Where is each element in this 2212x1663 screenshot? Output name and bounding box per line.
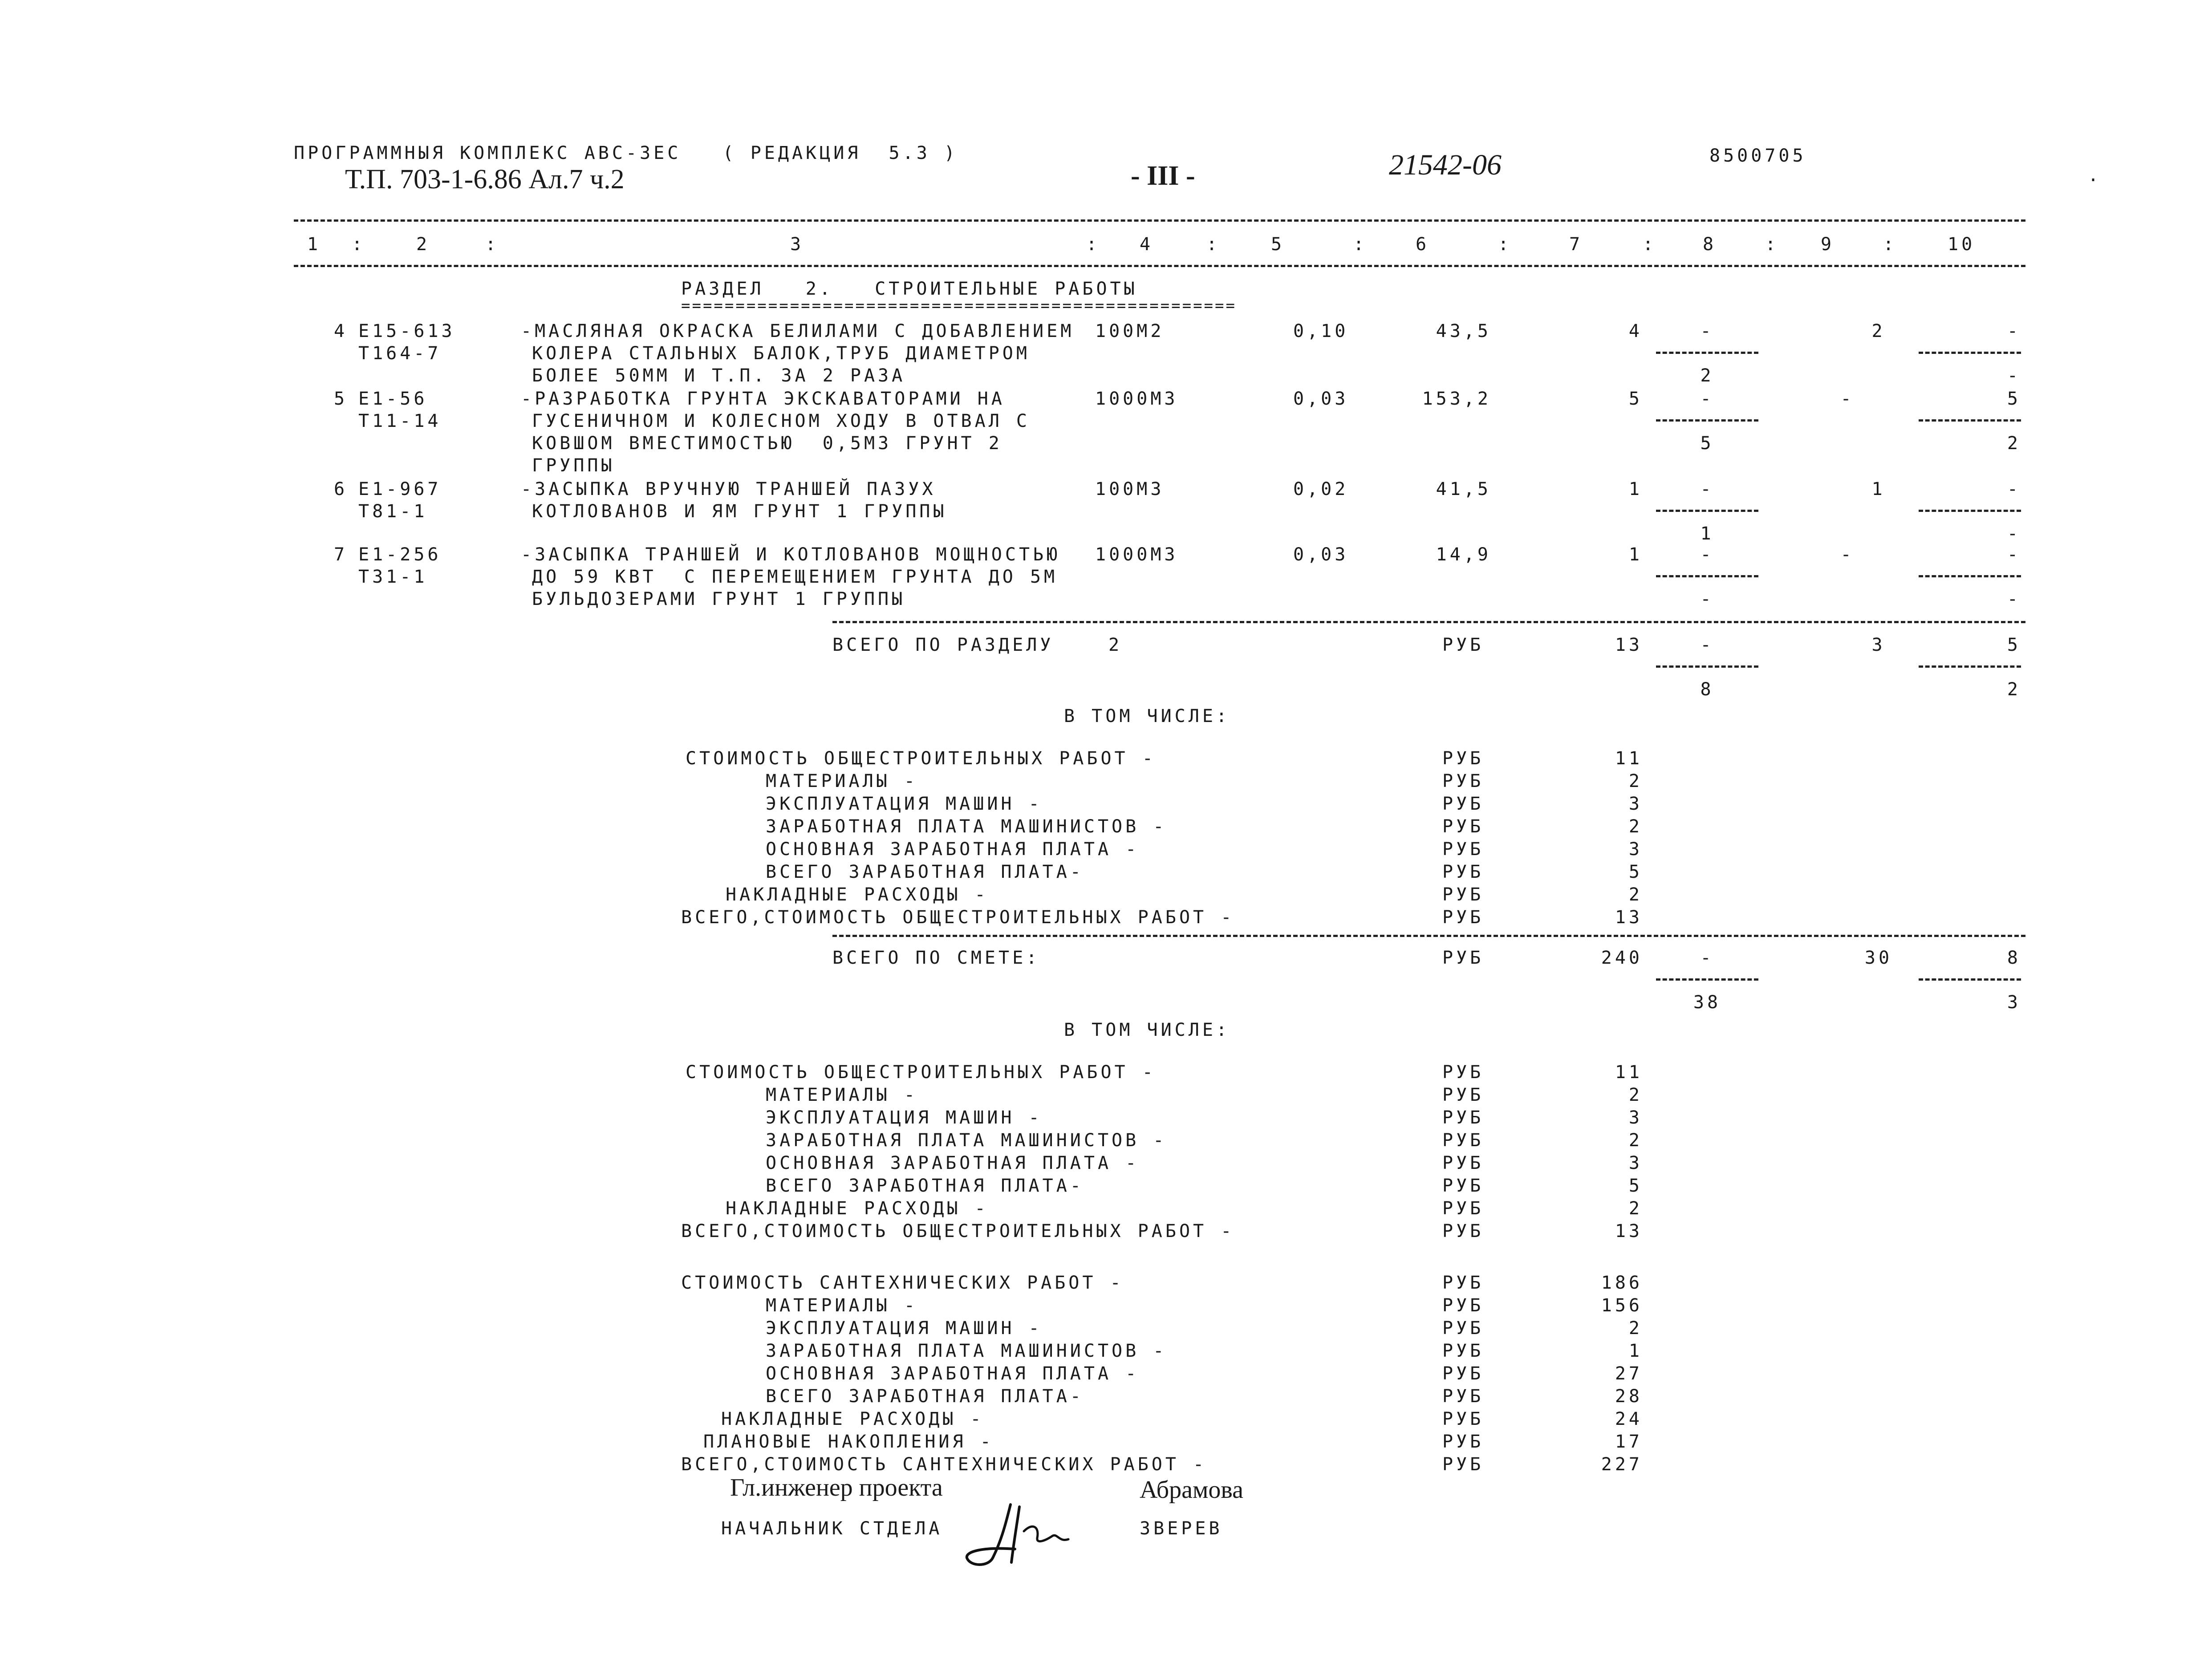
breakdown-currency: РУБ <box>1442 1085 1484 1105</box>
col-8-header: 8 <box>1703 234 1717 255</box>
breakdown-label: НАКЛАДНЫЕ РАСХОДЫ - <box>726 1198 989 1219</box>
col10-divider <box>1919 352 2021 354</box>
breakdown-label: СТОИМОСТЬ САНТЕХНИЧЕСКИХ РАБОТ - <box>681 1273 1124 1293</box>
margin-mark: . <box>2088 165 2102 186</box>
department-head-name: ЗВЕРЕВ <box>1140 1518 1223 1539</box>
breakdown-value: 5 <box>1628 1176 1643 1196</box>
item-col10-bottom: - <box>2007 365 2021 386</box>
breakdown-value: 2 <box>1628 1318 1643 1339</box>
breakdown-currency: РУБ <box>1442 1409 1484 1429</box>
including-label: В ТОМ ЧИСЛЕ: <box>1064 706 1230 726</box>
breakdown-currency: РУБ <box>1442 1107 1484 1128</box>
col8-divider <box>1656 510 1758 512</box>
breakdown-value: 156 <box>1601 1295 1643 1316</box>
breakdown-label: ЗАРАБОТНАЯ ПЛАТА МАШИНИСТОВ - <box>766 1130 1167 1151</box>
item-price: 153,2 <box>1422 389 1491 409</box>
item-desc-line: ДО 59 КВТ С ПЕРЕМЕЩЕНИЕМ ГРУНТА ДО 5М <box>532 567 1058 587</box>
chief-engineer-name: Абрамова <box>1140 1476 1243 1504</box>
col10-divider <box>1919 419 2021 422</box>
section-total-col8-top: - <box>1700 635 1714 655</box>
breakdown-currency: РУБ <box>1442 794 1484 814</box>
breakdown-label: ЗАРАБОТНАЯ ПЛАТА МАШИНИСТОВ - <box>766 816 1167 837</box>
breakdown-value: 3 <box>1628 1107 1643 1128</box>
chief-engineer-title: Гл.инженер проекта <box>730 1474 943 1501</box>
estimate-total-col10-bottom: 3 <box>2007 992 2021 1013</box>
col-10-header: 10 <box>1948 234 1976 255</box>
breakdown-label: ВСЕГО,СТОИМОСТЬ ОБЩЕСТРОИТЕЛЬНЫХ РАБОТ - <box>681 1221 1235 1241</box>
breakdown-label: ОСНОВНАЯ ЗАРАБОТНАЯ ПЛАТА - <box>766 1363 1140 1384</box>
breakdown-value: 1 <box>1628 1341 1643 1361</box>
item-quantity: 0,02 <box>1293 479 1349 499</box>
breakdown-label: НАКЛАДНЫЕ РАСХОДЫ - <box>721 1409 984 1429</box>
section-total-currency: РУБ <box>1442 635 1484 655</box>
item-total: 5 <box>1628 389 1643 409</box>
item-col9: 1 <box>1871 479 1886 499</box>
item-unit: 1000М3 <box>1095 544 1178 565</box>
breakdown-value: 5 <box>1628 862 1643 882</box>
table-header-rule <box>294 265 2025 267</box>
breakdown-currency: РУБ <box>1442 748 1484 769</box>
section-total-value: 13 <box>1615 635 1643 655</box>
breakdown-value: 3 <box>1628 839 1643 860</box>
breakdown-currency: РУБ <box>1442 1341 1484 1361</box>
item-unit: 100М3 <box>1095 479 1165 499</box>
breakdown-value: 17 <box>1615 1432 1643 1452</box>
col-separator: : <box>1643 234 1657 255</box>
including-label-2: В ТОМ ЧИСЛЕ: <box>1064 1020 1230 1040</box>
col-separator: : <box>1353 234 1368 255</box>
breakdown-currency: РУБ <box>1442 1198 1484 1219</box>
breakdown-currency: РУБ <box>1442 1176 1484 1196</box>
item-number: 4 <box>334 321 348 341</box>
breakdown-value: 2 <box>1628 771 1643 791</box>
breakdown-currency: РУБ <box>1442 1130 1484 1151</box>
item-code: Е1-256 <box>358 544 442 565</box>
section-total-col9: 3 <box>1871 635 1886 655</box>
item-col10-top: - <box>2007 479 2021 499</box>
item-col10-bottom: 2 <box>2007 433 2021 454</box>
breakdown-label: ОСНОВНАЯ ЗАРАБОТНАЯ ПЛАТА - <box>766 1153 1140 1173</box>
item-col8-bottom: 2 <box>1700 365 1714 386</box>
breakdown-label: НАКЛАДНЫЕ РАСХОДЫ - <box>726 884 989 905</box>
estimate-total-label: ВСЕГО ПО СМЕТЕ: <box>832 948 1040 968</box>
col8-divider <box>1656 575 1758 577</box>
item-desc-line: КОВШОМ ВМЕСТИМОСТЬЮ 0,5М3 ГРУНТ 2 <box>532 433 1003 454</box>
program-name: ПРОГРАММНЫЯ КОМПЛЕКС АВС-3ЕС ( РЕДАКЦИЯ 5.3 ) <box>294 143 958 163</box>
item-ref: Т31-1 <box>358 567 428 587</box>
breakdown-value: 11 <box>1615 1062 1643 1083</box>
breakdown-label: ВСЕГО,СТОИМОСТЬ САНТЕХНИЧЕСКИХ РАБОТ - <box>681 1454 1207 1475</box>
item-desc-line: КОЛЕРА СТАЛЬНЫХ БАЛОК,ТРУБ ДИАМЕТРОМ <box>532 343 1030 364</box>
item-col10-top: - <box>2007 321 2021 341</box>
handwritten-number: 21542-06 <box>1389 149 1502 181</box>
item-desc-line: -МАСЛЯНАЯ ОКРАСКА БЕЛИЛАМИ С ДОБАВЛЕНИЕМ <box>521 321 1075 341</box>
breakdown-currency: РУБ <box>1442 1386 1484 1407</box>
item-col9: - <box>1840 389 1855 409</box>
item-price: 41,5 <box>1436 479 1491 499</box>
breakdown-value: 2 <box>1628 884 1643 905</box>
breakdown-label: ВСЕГО ЗАРАБОТНАЯ ПЛАТА- <box>766 1176 1084 1196</box>
estimate-total-value: 240 <box>1601 948 1643 968</box>
item-quantity: 0,03 <box>1293 389 1349 409</box>
item-desc-line: ГРУППЫ <box>532 455 615 476</box>
estimate-total-col8-bottom: 38 <box>1693 992 1721 1013</box>
section-total-col10-bottom: 2 <box>2007 679 2021 700</box>
col-separator: : <box>1498 234 1512 255</box>
item-desc-line: КОТЛОВАНОВ И ЯМ ГРУНТ 1 ГРУППЫ <box>532 501 947 522</box>
section-total-number: 2 <box>1108 635 1123 655</box>
item-total: 4 <box>1628 321 1643 341</box>
breakdown-currency: РУБ <box>1442 1432 1484 1452</box>
breakdown-value: 2 <box>1628 1198 1643 1219</box>
col8-divider <box>1656 419 1758 422</box>
item-number: 6 <box>334 479 348 499</box>
breakdown-label: МАТЕРИАЛЫ - <box>766 771 918 791</box>
breakdown-label: ЗАРАБОТНАЯ ПЛАТА МАШИНИСТОВ - <box>766 1341 1167 1361</box>
breakdown-currency: РУБ <box>1442 1273 1484 1293</box>
col-separator: : <box>485 234 499 255</box>
estimate-total-col8-top: - <box>1700 948 1714 968</box>
item-total: 1 <box>1628 544 1643 565</box>
item-quantity: 0,10 <box>1293 321 1349 341</box>
item-desc-line: БУЛЬДОЗЕРАМИ ГРУНТ 1 ГРУППЫ <box>532 589 906 609</box>
breakdown-currency: РУБ <box>1442 771 1484 791</box>
project-code: Т.П. 703-1-6.86 Ал.7 ч.2 <box>345 164 625 195</box>
section-total-label: ВСЕГО ПО РАЗДЕЛУ <box>832 635 1054 655</box>
item-ref: Т11-14 <box>358 411 442 431</box>
table-top-rule <box>294 219 2025 222</box>
col-2-header: 2 <box>416 234 430 255</box>
department-head-title: НАЧАЛЬНИК СТДЕЛА <box>721 1518 943 1539</box>
section-total-col10-top: 5 <box>2007 635 2021 655</box>
breakdown-label: СТОИМОСТЬ ОБЩЕСТРОИТЕЛЬНЫХ РАБОТ - <box>686 1062 1156 1083</box>
breakdown-value: 11 <box>1615 748 1643 769</box>
breakdown-currency: РУБ <box>1442 1454 1484 1475</box>
item-col8-bottom: - <box>1700 589 1714 609</box>
estimate-total-col9: 30 <box>1864 948 1893 968</box>
item-col8-top: - <box>1700 389 1714 409</box>
item-number: 5 <box>334 389 348 409</box>
item-unit: 100М2 <box>1095 321 1165 341</box>
item-desc-line: -РАЗРАБОТКА ГРУНТА ЭКСКАВАТОРАМИ НА <box>521 389 1005 409</box>
breakdown-label: МАТЕРИАЛЫ - <box>766 1295 918 1316</box>
document-number: 8500705 <box>1709 146 1806 166</box>
item-col10-top: 5 <box>2007 389 2021 409</box>
item-code: Е1-56 <box>358 389 428 409</box>
item-col8-top: - <box>1700 544 1714 565</box>
breakdown-label: ВСЕГО ЗАРАБОТНАЯ ПЛАТА- <box>766 1386 1084 1407</box>
col-separator: : <box>1206 234 1221 255</box>
breakdown-value: 186 <box>1601 1273 1643 1293</box>
section-total-rule <box>832 621 2025 623</box>
item-col8-bottom: 5 <box>1700 433 1714 454</box>
col-separator: : <box>1883 234 1897 255</box>
breakdown-label: ВСЕГО ЗАРАБОТНАЯ ПЛАТА- <box>766 862 1084 882</box>
item-desc-line: -ЗАСЫПКА ВРУЧНУЮ ТРАНШЕЙ ПАЗУХ <box>521 479 936 499</box>
breakdown-label: СТОИМОСТЬ ОБЩЕСТРОИТЕЛЬНЫХ РАБОТ - <box>686 748 1156 769</box>
item-price: 14,9 <box>1436 544 1491 565</box>
breakdown-currency: РУБ <box>1442 862 1484 882</box>
breakdown-currency: РУБ <box>1442 1221 1484 1241</box>
breakdown-value: 13 <box>1615 1221 1643 1241</box>
breakdown-currency: РУБ <box>1442 1295 1484 1316</box>
breakdown-currency: РУБ <box>1442 1153 1484 1173</box>
col-separator: : <box>1765 234 1779 255</box>
item-quantity: 0,03 <box>1293 544 1349 565</box>
estimate-total-rule <box>832 935 2025 937</box>
breakdown-value: 2 <box>1628 1130 1643 1151</box>
breakdown-label: ВСЕГО,СТОИМОСТЬ ОБЩЕСТРОИТЕЛЬНЫХ РАБОТ - <box>681 907 1235 928</box>
breakdown-value: 24 <box>1615 1409 1643 1429</box>
page-number: - III - <box>1131 161 1195 191</box>
breakdown-currency: РУБ <box>1442 884 1484 905</box>
item-desc-line: -ЗАСЫПКА ТРАНШЕЙ И КОТЛОВАНОВ МОЩНОСТЬЮ <box>521 544 1061 565</box>
col10-divider <box>1919 978 2021 981</box>
breakdown-currency: РУБ <box>1442 907 1484 928</box>
breakdown-currency: РУБ <box>1442 816 1484 837</box>
item-col8-bottom: 1 <box>1700 523 1714 544</box>
col-7-header: 7 <box>1569 234 1583 255</box>
breakdown-label: МАТЕРИАЛЫ - <box>766 1085 918 1105</box>
breakdown-currency: РУБ <box>1442 1363 1484 1384</box>
item-desc-line: ГУСЕНИЧНОМ И КОЛЕСНОМ ХОДУ В ОТВАЛ С <box>532 411 1030 431</box>
col-separators: : <box>352 234 366 255</box>
estimate-total-currency: РУБ <box>1442 948 1484 968</box>
col10-divider <box>1919 575 2021 577</box>
breakdown-value: 3 <box>1628 1153 1643 1173</box>
estimate-total-col10-top: 8 <box>2007 948 2021 968</box>
col10-divider <box>1919 665 2021 668</box>
col-separator: : <box>1086 234 1100 255</box>
col8-divider <box>1656 352 1758 354</box>
breakdown-value: 2 <box>1628 1085 1643 1105</box>
breakdown-value: 27 <box>1615 1363 1643 1384</box>
section-underline: =================================================== <box>681 297 1237 315</box>
item-unit: 1000М3 <box>1095 389 1178 409</box>
item-number: 7 <box>334 544 348 565</box>
item-col10-top: - <box>2007 544 2021 565</box>
col-6-header: 6 <box>1416 234 1430 255</box>
breakdown-currency: РУБ <box>1442 1318 1484 1339</box>
breakdown-value: 28 <box>1615 1386 1643 1407</box>
handwritten-signature <box>962 1496 1077 1571</box>
breakdown-label: ПЛАНОВЫЕ НАКОПЛЕНИЯ - <box>703 1432 994 1452</box>
item-col10-bottom: - <box>2007 523 2021 544</box>
item-code: Е15-613 <box>358 321 455 341</box>
breakdown-label: ЭКСПЛУАТАЦИЯ МАШИН - <box>766 1318 1043 1339</box>
item-desc-line: БОЛЕЕ 50ММ И Т.П. ЗА 2 РАЗА <box>532 365 906 386</box>
col10-divider <box>1919 510 2021 512</box>
item-col9: - <box>1840 544 1855 565</box>
item-ref: Т164-7 <box>358 343 442 364</box>
item-total: 1 <box>1628 479 1643 499</box>
col8-divider <box>1656 978 1758 981</box>
col-3-header: 3 <box>790 234 804 255</box>
breakdown-currency: РУБ <box>1442 1062 1484 1083</box>
item-price: 43,5 <box>1436 321 1491 341</box>
col-9-header: 9 <box>1821 234 1835 255</box>
item-col8-top: - <box>1700 321 1714 341</box>
breakdown-value: 13 <box>1615 907 1643 928</box>
item-col8-top: - <box>1700 479 1714 499</box>
section-title: РАЗДЕЛ 2. СТРОИТЕЛЬНЫЕ РАБОТЫ <box>681 279 1138 299</box>
item-col10-bottom: - <box>2007 589 2021 609</box>
col-1-header: 1 <box>307 234 321 255</box>
item-code: Е1-967 <box>358 479 442 499</box>
breakdown-label: ОСНОВНАЯ ЗАРАБОТНАЯ ПЛАТА - <box>766 839 1140 860</box>
breakdown-label: ЭКСПЛУАТАЦИЯ МАШИН - <box>766 1107 1043 1128</box>
col-4-header: 4 <box>1140 234 1154 255</box>
breakdown-value: 2 <box>1628 816 1643 837</box>
col8-divider <box>1656 665 1758 668</box>
col-5-header: 5 <box>1271 234 1285 255</box>
item-col9: 2 <box>1871 321 1886 341</box>
breakdown-label: ЭКСПЛУАТАЦИЯ МАШИН - <box>766 794 1043 814</box>
item-ref: Т81-1 <box>358 501 428 522</box>
breakdown-currency: РУБ <box>1442 839 1484 860</box>
breakdown-value: 3 <box>1628 794 1643 814</box>
section-total-col8-bottom: 8 <box>1700 679 1714 700</box>
breakdown-value: 227 <box>1601 1454 1643 1475</box>
